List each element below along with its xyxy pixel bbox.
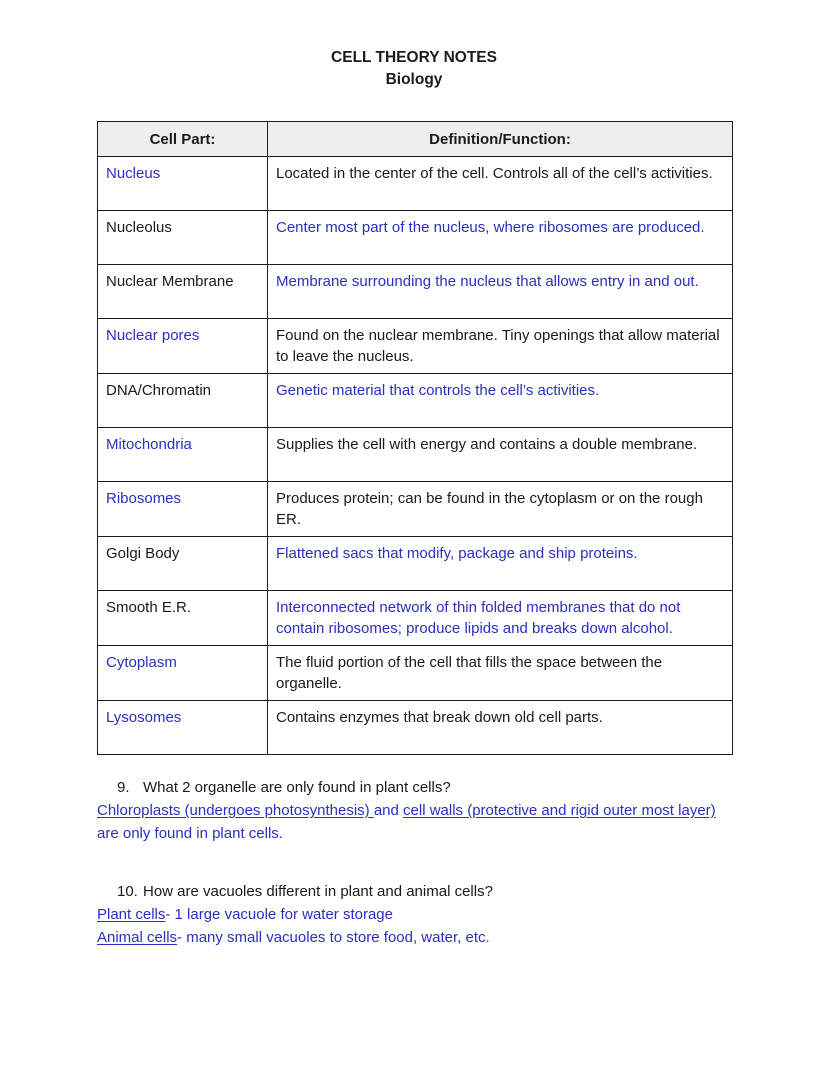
answer-segment: .: [485, 928, 490, 946]
cell-definition: Located in the center of the cell. Controls all of the cell’s activities.: [268, 157, 733, 211]
answer-segment: Animal cells: [97, 928, 178, 946]
answer-paragraph: [97, 904, 738, 927]
table-row: [98, 482, 733, 537]
answer-segment: - many small vacuoles to store food, water, etc: [177, 928, 486, 946]
table-row: [98, 428, 733, 482]
cell-part-name: Mitochondria: [98, 428, 268, 482]
cell-part-name: Nucleolus: [98, 211, 268, 265]
answer-segment: - 1 large vacuole for water storage: [165, 906, 393, 923]
table-header-row: [98, 122, 733, 157]
question-text: What 2 organelle are only found in plant cells?: [143, 779, 451, 796]
cell-part-name: Golgi Body: [98, 537, 268, 591]
cell-part-name: Nuclear Membrane: [98, 265, 268, 319]
document-header: [0, 0, 828, 91]
question-text: How are vacuoles different in plant and animal cells?: [143, 883, 493, 900]
table-row: [98, 157, 733, 211]
question-line: [97, 881, 738, 903]
table-row: [98, 319, 733, 374]
cell-definition: Genetic material that controls the cell’s activities.: [268, 374, 733, 428]
question-item-10: [97, 881, 738, 949]
table-row: [98, 211, 733, 265]
question-line: [97, 777, 738, 799]
cell-definition: Interconnected network of thin folded membranes that do not contain ribosomes; produce lipids and breaks down alcohol.: [268, 591, 733, 646]
cell-part-name: Nucleus: [98, 157, 268, 211]
cell-definition: Membrane surrounding the nucleus that allows entry in and out.: [268, 265, 733, 319]
table-header-definition: Definition/Function:: [268, 122, 733, 157]
table-row: [98, 591, 733, 646]
answer-paragraph: [97, 800, 738, 845]
table-row: [98, 374, 733, 428]
cell-definition: Supplies the cell with energy and contains a double membrane.: [268, 428, 733, 482]
cell-part-name: Cytoplasm: [98, 646, 268, 701]
cell-definition: The fluid portion of the cell that fills the space between the organelle.: [268, 646, 733, 701]
table-row: [98, 646, 733, 701]
cell-part-name: Nuclear pores: [98, 319, 268, 374]
cell-definition: Center most part of the nucleus, where ribosomes are produced.: [268, 211, 733, 265]
cell-definition: Flattened sacs that modify, package and ship proteins.: [268, 537, 733, 591]
answer-segment: are only found in plant cells.: [97, 824, 283, 842]
table-row: [98, 701, 733, 755]
question-item-9: [97, 777, 738, 845]
cell-parts-table: [97, 121, 733, 755]
answer-segment: and: [373, 802, 404, 819]
cell-definition: Produces protein; can be found in the cytoplasm or on the rough ER.: [268, 482, 733, 537]
cell-part-name: DNA/Chromatin: [98, 374, 268, 428]
cell-definition: Contains enzymes that break down old cell parts.: [268, 701, 733, 755]
cell-definition: Found on the nuclear membrane. Tiny openings that allow material to leave the nucleus.: [268, 319, 733, 374]
answer-segment: Chloroplasts (undergoes photosynthesis): [97, 802, 374, 819]
answer-paragraph: [97, 927, 738, 950]
cell-part-name: Ribosomes: [98, 482, 268, 537]
table-row: [98, 265, 733, 319]
page-title: CELL THEORY NOTES: [331, 49, 497, 66]
table-row: [98, 537, 733, 591]
questions-section: [97, 777, 738, 949]
table-header-cell-part: Cell Part:: [98, 122, 268, 157]
question-number: 10.: [117, 883, 138, 900]
page-subtitle: Biology: [385, 71, 443, 88]
answer-segment: Plant cells: [97, 906, 166, 923]
cell-part-name: Smooth E.R.: [98, 591, 268, 646]
answer-segment: cell walls (protective and rigid outer most layer): [403, 802, 716, 819]
cell-part-name: Lysosomes: [98, 701, 268, 755]
question-number: 9.: [117, 779, 130, 796]
